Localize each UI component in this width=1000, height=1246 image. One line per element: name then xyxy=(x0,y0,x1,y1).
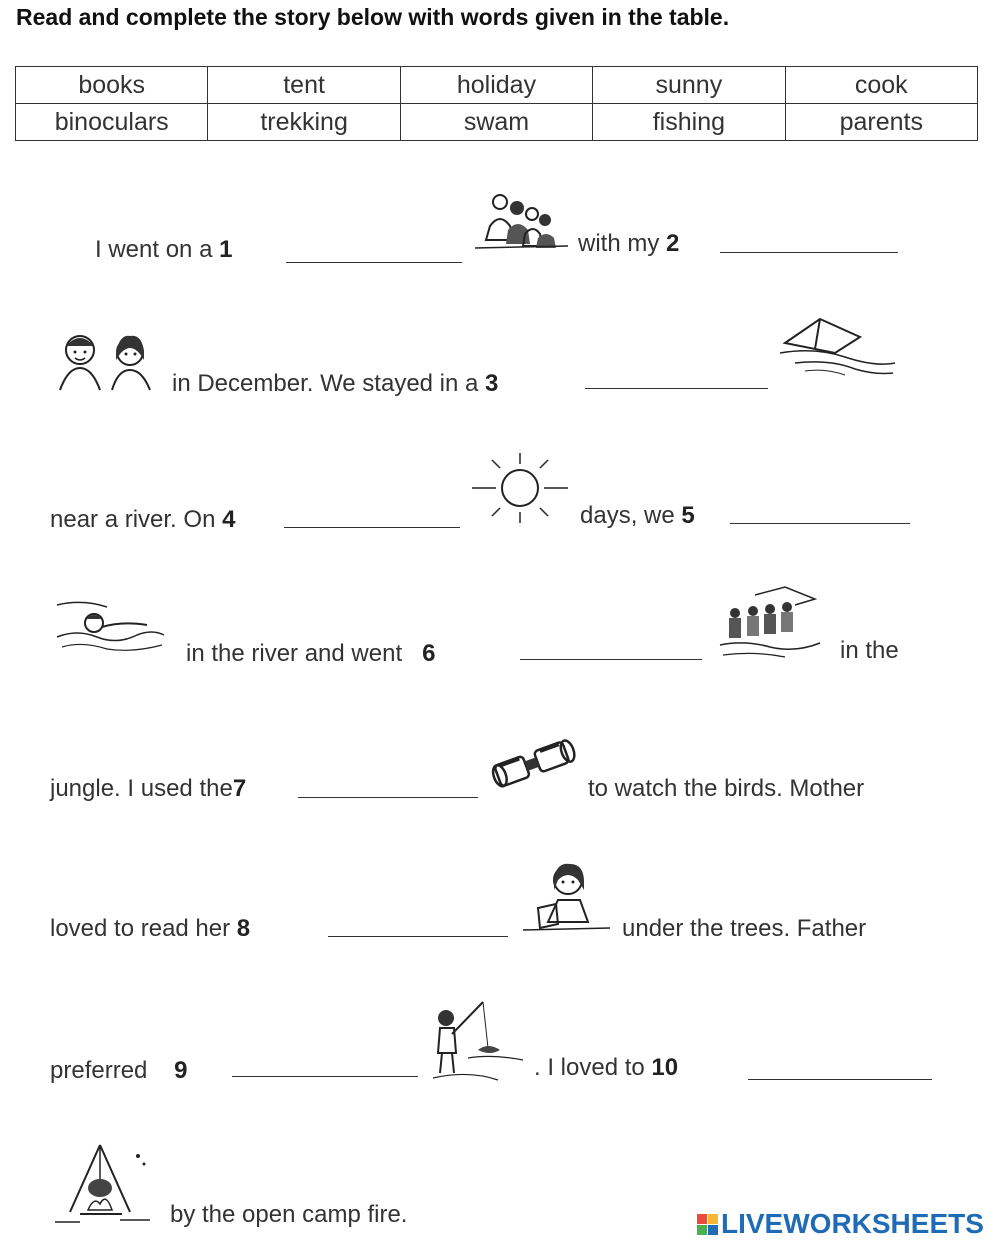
brand-text: LIVEWORKSHEETS xyxy=(721,1208,984,1239)
word-cell[interactable]: swam xyxy=(400,104,592,141)
word-cell[interactable]: tent xyxy=(208,67,400,104)
hikers-icon xyxy=(715,585,825,663)
logo-tile xyxy=(697,1214,707,1224)
reading-girl-icon xyxy=(518,860,613,942)
story-line-1b: with my 2 xyxy=(578,230,680,257)
logo-tiles-icon xyxy=(697,1214,718,1235)
story-line-1: I went on a 1 xyxy=(95,236,233,263)
word-cell[interactable]: parents xyxy=(785,104,977,141)
story-line-3b: days, we 5 xyxy=(580,502,695,529)
logo-tile xyxy=(708,1214,718,1224)
story-line-6b: under the trees. Father xyxy=(622,915,867,942)
answer-blank-6[interactable] xyxy=(520,659,702,660)
story-line-5b: to watch the birds. Mother xyxy=(588,775,865,802)
answer-blank-10[interactable] xyxy=(748,1079,932,1080)
logo-tile xyxy=(708,1225,718,1235)
sun-icon xyxy=(470,448,570,528)
blank-number-1: 1 xyxy=(219,236,233,263)
blank-number-2: 2 xyxy=(666,230,680,257)
story-line-7b: . I loved to 10 xyxy=(534,1054,679,1081)
family-icon xyxy=(470,188,570,256)
word-bank-table xyxy=(15,66,978,141)
blank-number-8: 8 xyxy=(236,915,251,942)
answer-blank-5[interactable] xyxy=(730,523,910,524)
blank-number-4: 4 xyxy=(222,506,236,533)
word-cell[interactable]: fishing xyxy=(593,104,785,141)
answer-blank-4[interactable] xyxy=(284,527,460,528)
word-cell[interactable]: trekking xyxy=(208,104,400,141)
answer-blank-2[interactable] xyxy=(720,252,898,253)
blank-number-9: 9 xyxy=(174,1057,188,1084)
word-cell[interactable]: holiday xyxy=(400,67,592,104)
binoculars-icon xyxy=(488,724,583,804)
word-cell[interactable]: cook xyxy=(785,67,977,104)
story-line-2: in December. We stayed in a 3 xyxy=(172,370,499,397)
word-cell[interactable]: binoculars xyxy=(16,104,208,141)
liveworksheets-logo xyxy=(697,1208,984,1240)
blank-number-3: 3 xyxy=(485,370,499,397)
answer-blank-3[interactable] xyxy=(585,388,768,389)
story-line-7: preferred 9 xyxy=(50,1057,188,1084)
story-line-8: by the open camp fire. xyxy=(170,1201,408,1228)
word-bank-row xyxy=(16,67,978,104)
story-line-3: near a river. On 4 xyxy=(50,506,236,533)
blank-number-10: 10 xyxy=(651,1054,679,1081)
campfire-icon xyxy=(50,1140,160,1228)
children-icon xyxy=(50,330,160,398)
tent-icon xyxy=(775,313,900,381)
word-bank-row xyxy=(16,104,978,141)
story-line-5: jungle. I used the7 xyxy=(50,775,247,802)
instruction-title: Read and complete the story below with words given in the table. xyxy=(16,4,730,30)
story-line-4: in the river and went 6 xyxy=(186,640,436,667)
blank-number-6: 6 xyxy=(422,640,436,667)
word-cell[interactable]: books xyxy=(16,67,208,104)
answer-blank-7[interactable] xyxy=(298,797,478,798)
swimmer-icon xyxy=(52,595,167,659)
logo-tile xyxy=(697,1225,707,1235)
answer-blank-8[interactable] xyxy=(328,936,508,937)
word-cell[interactable]: sunny xyxy=(593,67,785,104)
story-line-6: loved to read her 8 xyxy=(50,915,251,942)
answer-blank-1[interactable] xyxy=(286,262,462,263)
story-line-4b: in the xyxy=(840,637,899,664)
answer-blank-9[interactable] xyxy=(232,1076,418,1077)
blank-number-5: 5 xyxy=(681,502,695,529)
blank-number-7: 7 xyxy=(232,775,247,802)
fisherman-icon xyxy=(428,998,528,1088)
